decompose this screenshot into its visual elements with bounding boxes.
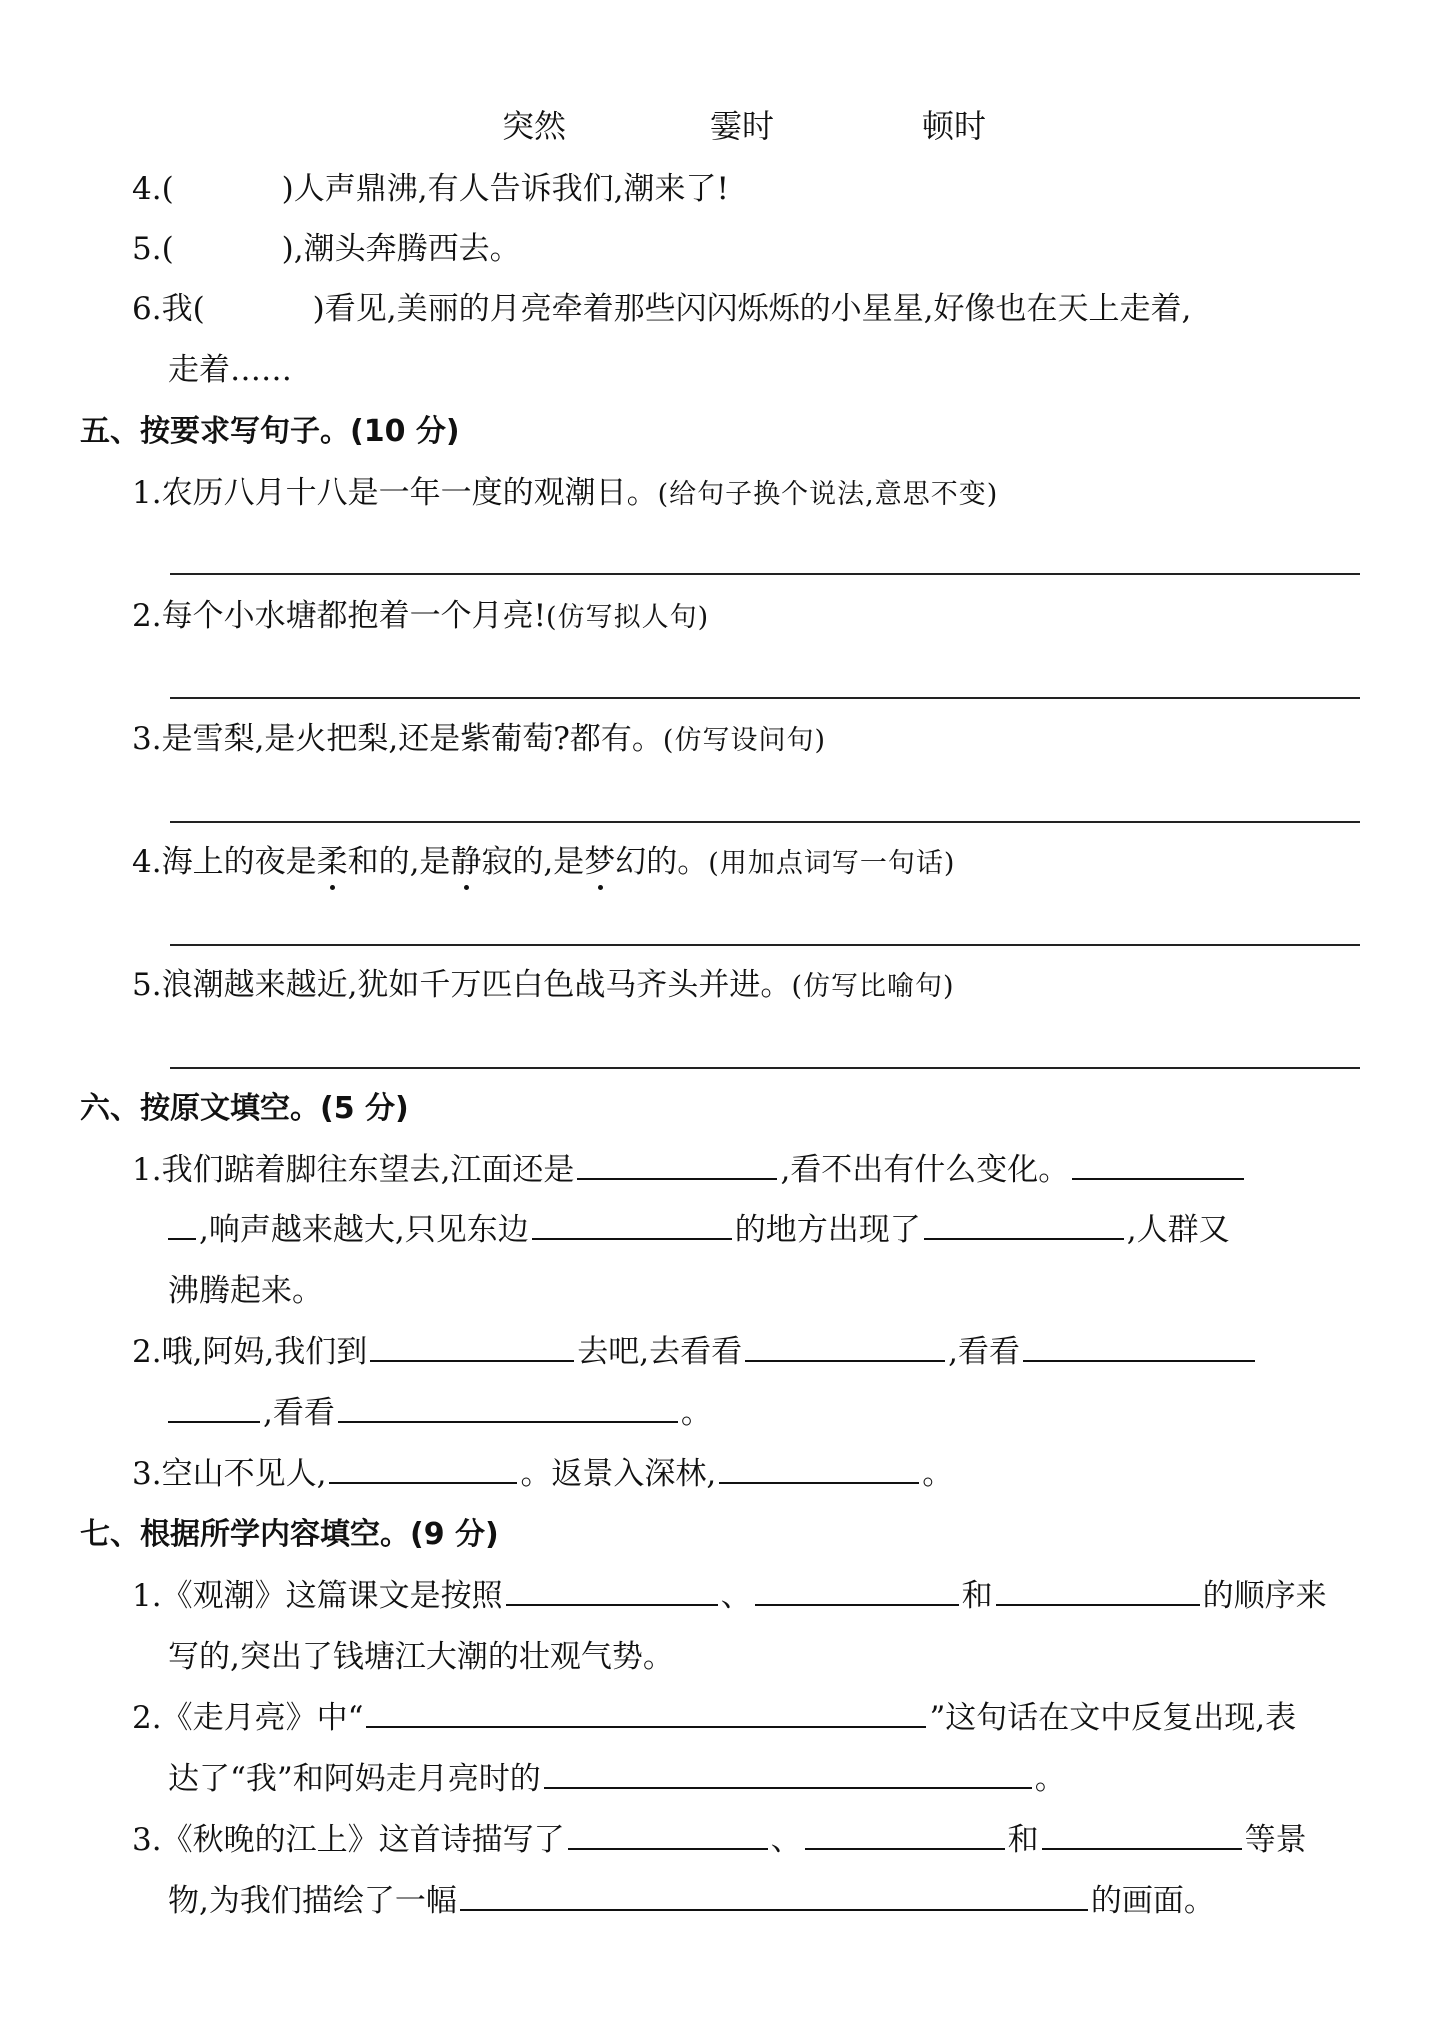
fill-blank[interactable]: [338, 1391, 678, 1423]
item-text: )人声鼎沸,有人告诉我们,潮来了!: [281, 171, 729, 207]
fill-blank[interactable]: [460, 1879, 1088, 1911]
content-item-1-line-1: [132, 1574, 1327, 1618]
fill-blank[interactable]: [370, 1330, 574, 1362]
word-option: 顿时: [922, 107, 987, 145]
item-text: 1.《观潮》这篇课文是按照: [132, 1578, 503, 1614]
section-6-heading: 六、按原文填空。(5 分): [80, 1091, 409, 1126]
fill-blank[interactable]: [755, 1574, 959, 1606]
fill-word-item-6: [132, 287, 1191, 331]
item-text: 5.浪潮越来越近,犹如千万匹白色战马齐头并进。: [132, 967, 792, 1003]
rewrite-item-3: [132, 717, 826, 763]
answer-line[interactable]: [170, 573, 1360, 575]
item-number: 6.我(: [132, 291, 205, 327]
answer-line[interactable]: [170, 1067, 1360, 1069]
item-text: 物,为我们描绘了一幅: [168, 1883, 457, 1919]
rewrite-item-5: [132, 963, 955, 1009]
recall-item-3: [132, 1452, 953, 1496]
item-instruction: (仿写比喻句): [791, 971, 955, 1002]
item-text: 1.我们踮着脚往东望去,江面还是: [132, 1152, 575, 1188]
rewrite-item-4: [132, 840, 955, 886]
item-text: ”这句话在文中反复出现,表: [929, 1700, 1297, 1736]
word-option: 突然: [502, 107, 567, 145]
recall-item-1-line-2: [168, 1208, 1230, 1252]
section-7-heading: 七、根据所学内容填空。(9 分): [80, 1517, 499, 1552]
item-text: 2.哦,阿妈,我们到: [132, 1334, 368, 1370]
fill-blank[interactable]: [329, 1452, 517, 1484]
fill-blank[interactable]: [996, 1574, 1200, 1606]
item-text: 2.《走月亮》中“: [132, 1700, 364, 1736]
item-text: 、: [770, 1822, 802, 1858]
item-text: )看见,美丽的月亮牵着那些闪闪烁烁的小星星,好像也在天上走着,: [312, 291, 1192, 327]
fill-blank[interactable]: [1072, 1148, 1244, 1180]
item-text: 。: [922, 1456, 954, 1492]
dotted-word: 静: [450, 844, 482, 880]
item-text: 达了“我”和阿妈走月亮时的: [168, 1761, 541, 1797]
fill-blank[interactable]: [568, 1818, 768, 1850]
fill-blank[interactable]: [805, 1818, 1005, 1850]
content-item-3-line-1: [132, 1818, 1307, 1862]
rewrite-item-1: [132, 471, 998, 517]
fill-word-item-5: [132, 227, 521, 271]
fill-blank[interactable]: [532, 1208, 732, 1240]
rewrite-item-2: [132, 594, 709, 640]
fill-blank[interactable]: [745, 1330, 945, 1362]
item-text: 和: [961, 1578, 993, 1614]
item-text: 。: [1034, 1761, 1066, 1797]
item-text: ,看看: [263, 1395, 335, 1431]
item-instruction: (给句子换个说法,意思不变): [657, 479, 999, 510]
fill-blank[interactable]: [1023, 1330, 1255, 1362]
item-text: ),潮头奔腾西去。: [281, 231, 521, 267]
fill-blank[interactable]: [168, 1391, 260, 1423]
item-text: 的地方出现了: [734, 1212, 921, 1248]
item-instruction: (用加点词写一句话): [708, 848, 956, 879]
recall-item-2-line-2: [168, 1391, 712, 1435]
item-text: 寂的,是: [481, 844, 585, 880]
dotted-word: 柔: [316, 844, 348, 880]
fill-blank[interactable]: [168, 1208, 196, 1240]
recall-item-2-line-1: [132, 1330, 1258, 1374]
content-item-3-line-2: [168, 1879, 1215, 1923]
item-text: 和的,是: [347, 844, 451, 880]
item-text: 。返景入深林,: [520, 1456, 717, 1492]
answer-line[interactable]: [170, 821, 1360, 823]
item-text: ,看看: [948, 1334, 1021, 1370]
item-text: 1.农历八月十八是一年一度的观潮日。: [132, 475, 658, 511]
item-instruction: (仿写设问句): [662, 725, 826, 756]
recall-item-1-line-3: 沸腾起来。: [168, 1273, 323, 1309]
item-number: 4.(: [132, 171, 174, 207]
content-item-2-line-2: [168, 1757, 1066, 1801]
fill-blank[interactable]: [544, 1757, 1032, 1789]
item-text: 和: [1007, 1822, 1039, 1858]
fill-blank[interactable]: [506, 1574, 718, 1606]
fill-blank[interactable]: [719, 1452, 919, 1484]
item-text: ,看不出有什么变化。: [780, 1152, 1070, 1188]
item-text: 、: [720, 1578, 752, 1614]
item-text: ,人群又: [1126, 1212, 1230, 1248]
item-text: 3.是雪梨,是火把梨,还是紫葡萄?都有。: [132, 721, 663, 757]
item-text: ,响声越来越大,只见东边: [199, 1212, 529, 1248]
item-instruction: (仿写拟人句): [546, 602, 710, 633]
item-text: 3.《秋晚的江上》这首诗描写了: [132, 1822, 565, 1858]
item-text: 的画面。: [1090, 1883, 1215, 1919]
answer-line[interactable]: [170, 944, 1360, 946]
word-option: 霎时: [710, 107, 775, 145]
section-5-heading: 五、按要求写句子。(10 分): [80, 414, 460, 449]
fill-blank[interactable]: [577, 1148, 777, 1180]
item-text: 的顺序来: [1202, 1578, 1327, 1614]
item-text: 4.海上的夜是: [132, 844, 317, 880]
content-item-1-line-2: 写的,突出了钱塘江大潮的壮观气势。: [168, 1639, 674, 1675]
recall-item-1-line-1: [132, 1148, 1247, 1192]
item-text: 去吧,去看看: [577, 1334, 743, 1370]
item-text: 。: [680, 1395, 712, 1431]
dotted-word: 梦: [584, 844, 616, 880]
fill-word-item-6-continued: 走着……: [168, 352, 292, 388]
fill-blank[interactable]: [924, 1208, 1124, 1240]
answer-line[interactable]: [170, 697, 1360, 699]
content-item-2-line-1: [132, 1696, 1296, 1740]
item-text: 2.每个小水塘都抱着一个月亮!: [132, 598, 547, 634]
item-number: 5.(: [132, 231, 174, 267]
fill-blank[interactable]: [1042, 1818, 1242, 1850]
item-text: 等景: [1244, 1822, 1307, 1858]
fill-word-item-4: [132, 167, 729, 211]
item-text: 幻的。: [615, 844, 709, 880]
item-text: 3.空山不见人,: [132, 1456, 327, 1492]
fill-blank[interactable]: [366, 1696, 926, 1728]
